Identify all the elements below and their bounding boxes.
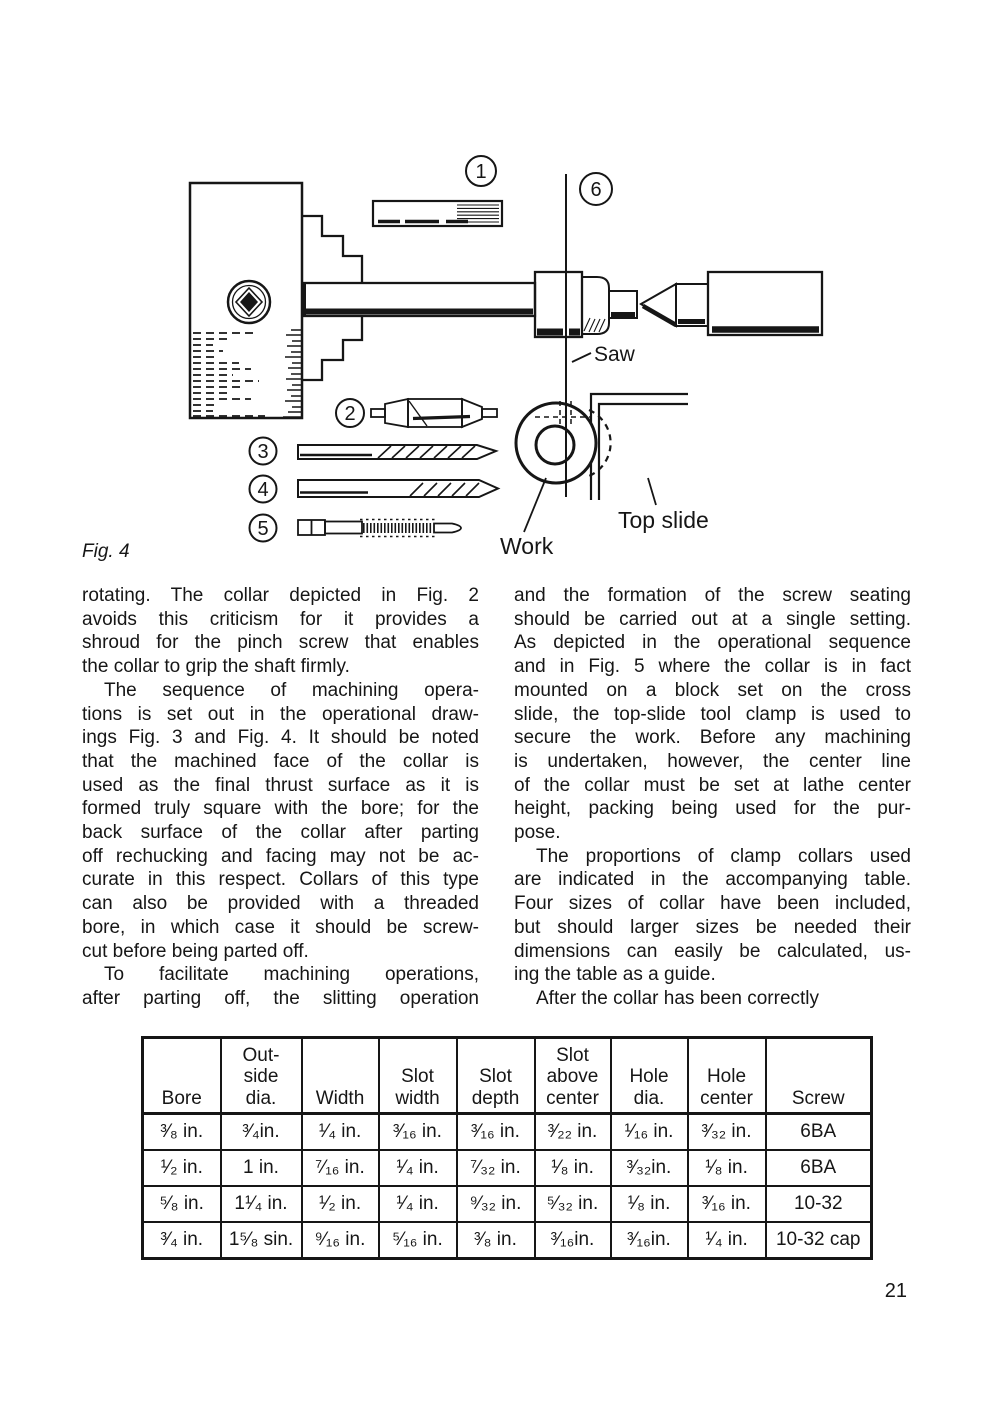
text-line: avoids this criticism for it provides a [82, 608, 479, 630]
table-cell: 1 in. [221, 1150, 302, 1186]
text-line: used as the final thrust surface as it is [82, 774, 479, 796]
table-cell: ³⁄₈ in. [457, 1222, 535, 1259]
table-cell: ³⁄₄ in. [143, 1222, 221, 1259]
text-line: off rechucking and facing may not be ac- [82, 845, 479, 867]
table-cell: ¹⁄₄ in. [302, 1114, 379, 1151]
table-cell: 10-32 cap [766, 1222, 872, 1259]
table-cell: ³⁄₂₂ in. [535, 1114, 611, 1151]
clamp-collar [535, 272, 637, 337]
table-cell: ⁹⁄₁₆ in. [302, 1222, 379, 1259]
text-line: tions is set out in the operational draw- [82, 703, 479, 725]
text-line: cut before being parted off. [82, 940, 309, 962]
text-line: pose. [514, 822, 561, 844]
table-row [143, 1150, 872, 1186]
text-line: is undertaken, however, the center line [514, 750, 911, 772]
text-line: shroud for the pinch screw that enables [82, 632, 479, 654]
callout-3: 3 [257, 441, 269, 463]
lathe-chuck [190, 183, 302, 418]
table-cell: ³⁄₄in. [221, 1114, 302, 1151]
text-line: that the machined face of the collar is [82, 750, 479, 772]
table-row [143, 1186, 872, 1222]
table-cell: ¹⁄₄ in. [688, 1222, 766, 1259]
table-cell: ¹⁄₂ in. [302, 1186, 379, 1222]
saw-label: Saw [594, 343, 635, 366]
text-line: ing the table as a guide. [514, 964, 716, 986]
table-cell: ³⁄₁₆ in. [688, 1186, 766, 1222]
table-cell: ³⁄₁₆in. [611, 1222, 688, 1259]
table-cell: ⁹⁄₃₂ in. [457, 1186, 535, 1222]
table-cell: 1¹⁄₄ in. [221, 1186, 302, 1222]
table-cell: ³⁄₃₂ in. [688, 1114, 766, 1151]
callout-1: 1 [475, 161, 487, 183]
text-line: The proportions of clamp collars used [536, 845, 911, 867]
workpiece-shaft [303, 283, 535, 316]
callout-6: 6 [590, 179, 602, 201]
center-drill [371, 399, 497, 427]
col-header-bore: Bore [143, 1038, 221, 1114]
callout-5: 5 [257, 518, 269, 540]
table-cell: 10-32 [766, 1186, 872, 1222]
col-header-outside-dia: Out- side dia. [221, 1038, 302, 1114]
knurled-bar [373, 201, 502, 226]
text-line: ings Fig. 3 and Fig. 4. It should be noted [82, 727, 479, 749]
table-cell: ¹⁄₁₆ in. [611, 1114, 688, 1151]
text-line: should be carried out at a single setting. [514, 608, 911, 630]
text-line: and in Fig. 5 where the collar is in fact [514, 656, 911, 678]
text-line: The sequence of machining opera- [104, 679, 479, 701]
table-row [143, 1114, 872, 1151]
col-header-hole-dia: Hole dia. [611, 1038, 688, 1114]
tailstock-center [641, 284, 708, 326]
work-label: Work [500, 533, 554, 559]
collar-dimensions-table [141, 1036, 873, 1260]
table-cell: 6BA [766, 1114, 872, 1151]
text-line: Four sizes of collar have been included, [514, 893, 911, 915]
left-text-column [82, 584, 479, 1011]
col-header-screw: Screw [766, 1038, 872, 1114]
callout-2: 2 [344, 403, 356, 425]
table-cell: ³⁄₃₂in. [611, 1150, 688, 1186]
text-line: dimensions can easily be calculated, us- [514, 940, 911, 962]
table-cell: ⁵⁄₈ in. [143, 1186, 221, 1222]
figure-4-diagram [0, 0, 1000, 575]
table-cell: 1⁵⁄₈ sin. [221, 1222, 302, 1259]
text-line: of the collar must be set at lathe center [514, 774, 911, 796]
text-line: As depicted in the operational sequence [514, 632, 911, 654]
table-cell: ¹⁄₈ in. [535, 1150, 611, 1186]
col-header-slot-depth: Slot depth [457, 1038, 535, 1114]
table-row [143, 1222, 872, 1259]
table-cell: ³⁄₁₆in. [535, 1222, 611, 1259]
text-line: are indicated in the accompanying table. [514, 869, 911, 891]
text-line: and the formation of the screw seating [514, 585, 911, 606]
figure-caption: Fig. 4 [82, 541, 130, 562]
text-line: but should larger sizes be needed their [514, 916, 911, 938]
text-line: formed truly square with the bore; for the [82, 798, 479, 820]
table-cell: ⁷⁄₁₆ in. [302, 1150, 379, 1186]
text-line: back surface of the collar after parting [82, 822, 479, 844]
text-line: After the collar has been correctly [536, 987, 820, 1009]
text-line: mounted on a block set on the cross [514, 679, 911, 701]
text-line: secure the work. Before any machining [514, 727, 911, 749]
text-line: after parting off, the slitting operation [82, 987, 479, 1009]
text-line: the collar to grip the shaft firmly. [82, 656, 350, 678]
table-cell: ¹⁄₈ in. [688, 1150, 766, 1186]
text-line: height, packing being used for the pur- [514, 798, 911, 820]
table-cell: 6BA [766, 1150, 872, 1186]
col-header-slot-above-center: Slot above center [535, 1038, 611, 1114]
table-cell: ⁵⁄₁₆ in. [379, 1222, 457, 1259]
right-text-column [514, 584, 911, 1011]
table-cell: ³⁄₁₆ in. [457, 1114, 535, 1151]
top-slide-block [591, 394, 688, 500]
table-cell: ⁵⁄₃₂ in. [535, 1186, 611, 1222]
chuck-jaws [302, 216, 362, 380]
tailstock-barrel [708, 272, 822, 335]
page-number: 21 [884, 1280, 907, 1302]
text-line: curate in this respect. Collars of this type [82, 869, 479, 891]
table-cell: ¹⁄₄ in. [379, 1150, 457, 1186]
top-slide-label: Top slide [618, 507, 709, 533]
callout-4: 4 [257, 479, 269, 501]
col-header-hole-center: Hole center [688, 1038, 766, 1114]
tap [298, 520, 461, 537]
col-header-slot-width: Slot width [379, 1038, 457, 1114]
text-line: slide, the top-slide tool clamp is used to [514, 703, 911, 725]
table-cell: ¹⁄₈ in. [611, 1186, 688, 1222]
twist-drill-large [298, 480, 498, 497]
table-cell: ⁷⁄₃₂ in. [457, 1150, 535, 1186]
table-header-row [143, 1038, 872, 1114]
col-header-width: Width [302, 1038, 379, 1114]
text-line: rotating. The collar depicted in Fig. 2 [82, 585, 479, 606]
table-cell: ³⁄₈ in. [143, 1114, 221, 1151]
text-line: bore, in which case it should be screw- [82, 916, 479, 938]
table-cell: ¹⁄₂ in. [143, 1150, 221, 1186]
text-line: can also be provided with a threaded [82, 893, 479, 915]
twist-drill-small [298, 445, 496, 459]
work-collar [516, 403, 596, 483]
text-line: To facilitate machining operations, [104, 964, 479, 986]
table-cell: ¹⁄₄ in. [379, 1186, 457, 1222]
table-cell: ³⁄₁₆ in. [379, 1114, 457, 1151]
